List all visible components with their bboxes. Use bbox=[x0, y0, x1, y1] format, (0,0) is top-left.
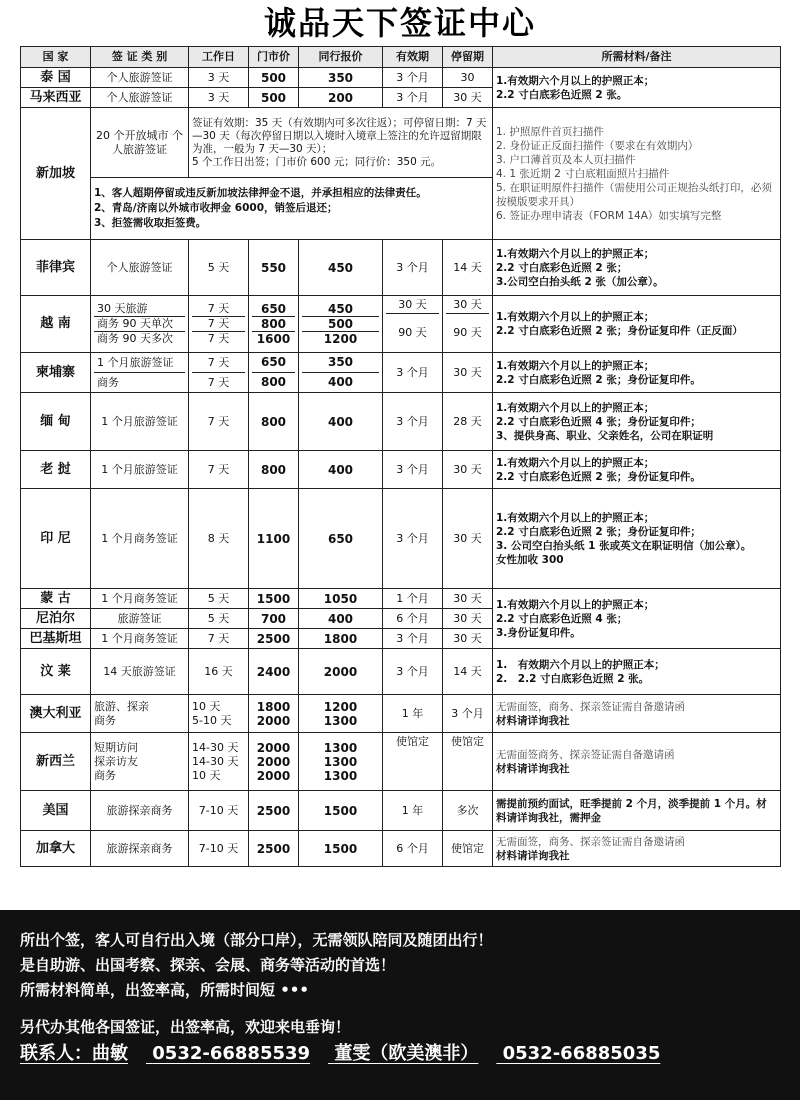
visa-type: 30 天旅游 bbox=[97, 302, 148, 315]
validity: 1 个月 bbox=[383, 589, 443, 609]
peer-price: 450 bbox=[327, 302, 354, 316]
workdays: 3 天 bbox=[189, 68, 249, 88]
table-row-brunei bbox=[21, 649, 781, 695]
validity: 3 个月 bbox=[383, 451, 443, 489]
workdays: 14-30 天 bbox=[192, 754, 239, 768]
req-line: 1. 有效期六个月以上的护照正本； bbox=[496, 658, 665, 671]
visa-type-list bbox=[91, 296, 189, 353]
peer-price: 400 bbox=[302, 372, 379, 392]
workdays: 7 天 bbox=[192, 316, 245, 331]
validity: 6 个月 bbox=[383, 831, 443, 867]
requirements bbox=[493, 733, 781, 791]
contact-phone-1: 0532-66885539 bbox=[152, 1043, 311, 1064]
retail-price: 800 bbox=[252, 316, 295, 331]
retail-price-list bbox=[249, 695, 299, 733]
req-line: 1.有效期六个月以上的护照正本； bbox=[496, 598, 655, 611]
peer-price: 1500 bbox=[299, 831, 383, 867]
country-name: 加拿大 bbox=[21, 831, 91, 867]
stay: 30 天 bbox=[443, 589, 493, 609]
country-name: 菲律宾 bbox=[21, 240, 91, 296]
workdays: 5 天 bbox=[189, 589, 249, 609]
requirements bbox=[493, 451, 781, 489]
req-line: 3.公司空白抬头纸 2 张（加公章）。 bbox=[496, 275, 664, 288]
peer-price: 1300 bbox=[323, 713, 358, 728]
workdays: 14-30 天 bbox=[192, 740, 239, 754]
country-name: 巴基斯坦 bbox=[21, 629, 91, 649]
req-line: 1.有效期六个月以上的护照正本； bbox=[496, 359, 655, 372]
retail-price: 500 bbox=[249, 88, 299, 108]
retail-price: 700 bbox=[249, 609, 299, 629]
country-name: 美国 bbox=[21, 791, 91, 831]
retail-price: 800 bbox=[249, 451, 299, 489]
table-row-singapore bbox=[21, 108, 781, 178]
stay: 30 bbox=[443, 68, 493, 88]
note-line: 1、客人超期停留或违反新加坡法律押金不退，并承担相应的法律责任。 bbox=[94, 187, 427, 199]
req-line: 1.有效期六个月以上的护照正本； bbox=[496, 511, 655, 524]
req-line: 无需面签商务、探亲签证需自备邀请函 bbox=[496, 748, 675, 761]
visa-type: 短期访问 bbox=[94, 740, 138, 754]
stay: 30 天 bbox=[443, 609, 493, 629]
retail-price: 550 bbox=[249, 240, 299, 296]
table-row-mongolia bbox=[21, 589, 781, 609]
req-line: 2.2 寸白底彩色近照 2 张；身份证复印件（正反面） bbox=[496, 325, 743, 337]
workdays-list bbox=[189, 353, 249, 393]
stay: 90 天 bbox=[446, 313, 489, 352]
country-name: 越 南 bbox=[21, 296, 91, 353]
validity: 3 个月 bbox=[383, 393, 443, 451]
retail-price: 2500 bbox=[249, 629, 299, 649]
requirements bbox=[493, 353, 781, 393]
validity: 3 个月 bbox=[383, 353, 443, 393]
req-line: 2.2 寸白底彩色近照 4 张；身份证复印件； bbox=[496, 415, 701, 428]
retail-price-list bbox=[249, 296, 299, 353]
req-line: 1. 护照原件首页扫描件 bbox=[496, 125, 604, 138]
retail-price: 2000 bbox=[256, 754, 291, 769]
peer-price-list bbox=[299, 296, 383, 353]
visa-type: 商务 bbox=[94, 768, 116, 782]
table-row-vietnam bbox=[21, 296, 781, 353]
visa-type: 旅游探亲商务 bbox=[91, 831, 189, 867]
peer-price: 350 bbox=[327, 355, 354, 369]
peer-price-list bbox=[299, 353, 383, 393]
retail-price: 500 bbox=[249, 68, 299, 88]
req-line: 3. 户口薄首页及本人页扫描件 bbox=[496, 153, 636, 166]
stay-list bbox=[443, 296, 493, 353]
stay: 30 天 bbox=[443, 451, 493, 489]
validity: 3 个月 bbox=[383, 88, 443, 108]
workdays: 3 天 bbox=[189, 88, 249, 108]
req-line: 2. 身份证正反面扫描件（要求在有效期内） bbox=[496, 139, 699, 152]
workdays-list bbox=[189, 296, 249, 353]
workdays: 5 天 bbox=[189, 240, 249, 296]
validity: 6 个月 bbox=[383, 609, 443, 629]
req-line: 2.2 寸白底彩色近照 2 张； bbox=[496, 261, 628, 274]
country-name: 老 挝 bbox=[21, 451, 91, 489]
workdays: 10 天 bbox=[192, 768, 221, 782]
retail-price: 1100 bbox=[249, 489, 299, 589]
req-line: 2.2 寸白底彩色近照 2 张。 bbox=[496, 88, 628, 101]
country-name: 汶 莱 bbox=[21, 649, 91, 695]
req-line: 5. 在职证明原件扫描件（需使用公司正规抬头纸打印，必须按模版要求开具） bbox=[496, 181, 772, 208]
req-line: 1.有效期六个月以上的护照正本； bbox=[496, 247, 655, 260]
req-line: 女性加收 300 bbox=[496, 553, 564, 566]
workdays: 5 天 bbox=[189, 609, 249, 629]
table-row-myanmar bbox=[21, 393, 781, 451]
req-line: 3. 公司空白抬头纸 1 张或英文在职证明信（加公章）。 bbox=[496, 539, 752, 552]
visa-type-list bbox=[91, 353, 189, 393]
workdays: 7 天 bbox=[207, 302, 230, 315]
validity: 3 个月 bbox=[383, 629, 443, 649]
requirements: 需提前预约面试，旺季提前 2 个月，淡季提前 1 个月。材料请详询我社，需押金 bbox=[493, 791, 781, 831]
req-line: 2.2 寸白底彩色近照 4 张； bbox=[496, 612, 628, 625]
visa-type: 旅游签证 bbox=[91, 609, 189, 629]
note-line: 2、青岛/济南以外城市收押金 6000，销签后退还； bbox=[94, 202, 338, 214]
req-line: 1.有效期六个月以上的护照正本； bbox=[496, 74, 655, 87]
req-line: 无需面签，商务、探亲签证需自备邀请函 bbox=[496, 700, 685, 713]
requirements bbox=[493, 296, 781, 353]
req-line: 3、提供身高、职业、父亲姓名，公司在职证明 bbox=[496, 429, 714, 442]
country-name: 马来西亚 bbox=[21, 88, 91, 108]
visa-type: 旅游、探亲 bbox=[94, 699, 149, 713]
requirements bbox=[493, 393, 781, 451]
stay: 3 个月 bbox=[443, 695, 493, 733]
retail-price: 650 bbox=[260, 355, 287, 369]
peer-price: 350 bbox=[299, 68, 383, 88]
peer-price: 200 bbox=[299, 88, 383, 108]
table-row-cambodia bbox=[21, 353, 781, 393]
req-line: 无需面签，商务、探亲签证需自备邀请函 bbox=[496, 835, 685, 848]
requirements bbox=[493, 831, 781, 867]
req-line: 4. 1 张近期 2 寸白底粗面照片扫描件 bbox=[496, 167, 670, 180]
peer-price: 1300 bbox=[323, 768, 358, 783]
req-line: 1.有效期六个月以上的护照正本； bbox=[496, 456, 655, 469]
footer-line: 所出个签，客人可自行出入境（部分口岸），无需领队陪同及随团出行！ bbox=[20, 931, 493, 949]
country-name: 泰 国 bbox=[21, 68, 91, 88]
stay: 使馆定 bbox=[443, 733, 493, 791]
retail-price: 2400 bbox=[249, 649, 299, 695]
visa-type: 探亲访友 bbox=[94, 754, 138, 768]
retail-price: 1500 bbox=[249, 589, 299, 609]
stay: 28 天 bbox=[443, 393, 493, 451]
visa-type: 个人旅游签证 bbox=[91, 68, 189, 88]
retail-price-list bbox=[249, 353, 299, 393]
validity: 30 天 bbox=[398, 297, 427, 311]
page-title: 诚品天下签证中心 bbox=[263, 4, 536, 42]
requirements bbox=[493, 108, 781, 240]
visa-type: 20 个开放城市 个人旅游签证 bbox=[91, 108, 189, 178]
validity: 3 个月 bbox=[383, 68, 443, 88]
peer-price: 450 bbox=[299, 240, 383, 296]
singapore-notes bbox=[91, 178, 493, 240]
req-line: 1.有效期六个月以上的护照正本； bbox=[496, 401, 655, 414]
stay: 30 天 bbox=[443, 353, 493, 393]
workdays: 7-10 天 bbox=[189, 791, 249, 831]
visa-type-list bbox=[91, 733, 189, 791]
validity: 1 年 bbox=[383, 791, 443, 831]
retail-price: 650 bbox=[260, 302, 287, 316]
peer-price: 1500 bbox=[299, 791, 383, 831]
workdays-list bbox=[189, 695, 249, 733]
req-line: 3.身份证复印件。 bbox=[496, 626, 581, 639]
peer-price: 1200 bbox=[323, 699, 358, 714]
stay: 30 天 bbox=[443, 489, 493, 589]
header-peer-price: 同行报价 bbox=[299, 47, 383, 68]
footer-extra: 另代办其他各国签证，出签率高，欢迎来电垂询！ bbox=[20, 1018, 351, 1036]
workdays-list bbox=[189, 733, 249, 791]
stay: 30 天 bbox=[443, 629, 493, 649]
visa-type: 1 个月旅游签证 bbox=[97, 356, 174, 369]
visa-type: 商务 bbox=[94, 372, 185, 392]
retail-price: 1800 bbox=[256, 699, 291, 714]
requirements bbox=[493, 68, 781, 108]
workdays: 5-10 天 bbox=[192, 713, 232, 727]
req-line: 2.2 寸白底彩色近照 2 张；身份证复印件； bbox=[496, 525, 701, 538]
visa-type: 旅游探亲商务 bbox=[91, 791, 189, 831]
peer-price-list bbox=[299, 733, 383, 791]
peer-price: 1050 bbox=[299, 589, 383, 609]
retail-price: 2000 bbox=[256, 713, 291, 728]
req-line: 1.有效期六个月以上的护照正本； bbox=[496, 311, 655, 323]
req-line: 2. 2.2 寸白底彩色近照 2 张。 bbox=[496, 672, 650, 685]
validity: 使馆定 bbox=[383, 733, 443, 791]
country-name: 印 尼 bbox=[21, 489, 91, 589]
info-line: 5 个工作日出签；门市价 600 元；同行价：350 元。 bbox=[192, 155, 442, 168]
req-line: 材料请详询我社 bbox=[496, 762, 570, 775]
retail-price: 2500 bbox=[249, 831, 299, 867]
table-row-usa bbox=[21, 791, 781, 831]
retail-price: 2000 bbox=[256, 740, 291, 755]
visa-type: 1 个月商务签证 bbox=[91, 629, 189, 649]
validity: 3 个月 bbox=[383, 649, 443, 695]
footer-banner bbox=[0, 910, 800, 1100]
workdays: 7 天 bbox=[189, 629, 249, 649]
visa-type-list bbox=[91, 695, 189, 733]
requirements bbox=[493, 589, 781, 649]
peer-price: 500 bbox=[302, 316, 379, 331]
workdays: 7 天 bbox=[207, 356, 230, 369]
peer-price: 1800 bbox=[299, 629, 383, 649]
validity-list bbox=[383, 296, 443, 353]
contact-name-2: 董雯（欧美澳非） bbox=[334, 1043, 479, 1064]
req-line: 材料请详询我社 bbox=[496, 849, 570, 862]
peer-price: 400 bbox=[299, 451, 383, 489]
peer-price: 400 bbox=[299, 393, 383, 451]
table-row-laos bbox=[21, 451, 781, 489]
peer-price: 1300 bbox=[323, 740, 358, 755]
workdays: 16 天 bbox=[189, 649, 249, 695]
requirements bbox=[493, 695, 781, 733]
contact-phone-2: 0532-66885035 bbox=[502, 1043, 661, 1064]
country-name: 柬埔寨 bbox=[21, 353, 91, 393]
retail-price: 800 bbox=[249, 393, 299, 451]
country-name: 缅 甸 bbox=[21, 393, 91, 451]
retail-price: 2500 bbox=[249, 791, 299, 831]
country-name: 蒙 古 bbox=[21, 589, 91, 609]
contact-info bbox=[20, 1040, 780, 1068]
table-row-indonesia bbox=[21, 489, 781, 589]
visa-type: 1 个月旅游签证 bbox=[91, 451, 189, 489]
req-line: 2.2 寸白底彩色近照 2 张；身份证复印件。 bbox=[496, 373, 701, 386]
peer-price: 1300 bbox=[323, 754, 358, 769]
requirements bbox=[493, 240, 781, 296]
peer-price: 1200 bbox=[302, 331, 379, 346]
req-line: 2.2 寸白底彩色近照 2 张；身份证复印件。 bbox=[496, 470, 701, 483]
table-row-thailand bbox=[21, 68, 781, 88]
header-stay: 停留期 bbox=[443, 47, 493, 68]
header-retail-price: 门市价 bbox=[249, 47, 299, 68]
visa-type: 个人旅游签证 bbox=[91, 88, 189, 108]
peer-price: 2000 bbox=[299, 649, 383, 695]
stay: 30 天 bbox=[453, 297, 482, 311]
visa-price-table bbox=[20, 46, 781, 867]
workdays: 7 天 bbox=[189, 393, 249, 451]
retail-price: 800 bbox=[252, 372, 295, 392]
info-line: 签证有效期：35 天（有效期内可多次往返）；可停留日期：7 天—30 天（每次停留日期以入境时入境章上签注的允许逗留期限为准，一般为 7 天—30 天）； bbox=[192, 116, 487, 155]
retail-price: 2000 bbox=[256, 768, 291, 783]
stay: 30 天 bbox=[443, 88, 493, 108]
stay: 14 天 bbox=[443, 240, 493, 296]
validity: 3 个月 bbox=[383, 489, 443, 589]
workdays: 7 天 bbox=[192, 372, 245, 392]
table-row-philippines bbox=[21, 240, 781, 296]
peer-price: 400 bbox=[299, 609, 383, 629]
visa-type: 1 个月商务签证 bbox=[91, 489, 189, 589]
workdays: 7 天 bbox=[189, 451, 249, 489]
visa-type: 商务 bbox=[94, 713, 116, 727]
stay: 使馆定 bbox=[443, 831, 493, 867]
retail-price: 1600 bbox=[252, 331, 295, 346]
header-workdays: 工作日 bbox=[189, 47, 249, 68]
req-line: 6. 签证办理申请表（FORM 14A）如实填写完整 bbox=[496, 209, 722, 222]
validity: 3 个月 bbox=[383, 240, 443, 296]
validity: 90 天 bbox=[386, 313, 439, 352]
visa-type: 个人旅游签证 bbox=[91, 240, 189, 296]
table-row-newzealand bbox=[21, 733, 781, 791]
table-header-row bbox=[21, 47, 781, 68]
header-validity: 有效期 bbox=[383, 47, 443, 68]
visa-type: 商务 90 天多次 bbox=[94, 331, 185, 346]
country-name: 尼泊尔 bbox=[21, 609, 91, 629]
country-name: 澳大利亚 bbox=[21, 695, 91, 733]
peer-price: 650 bbox=[299, 489, 383, 589]
req-line: 材料请详询我社 bbox=[496, 714, 570, 727]
workdays: 10 天 bbox=[192, 699, 221, 713]
retail-price-list bbox=[249, 733, 299, 791]
stay: 多次 bbox=[443, 791, 493, 831]
table-row-canada bbox=[21, 831, 781, 867]
validity: 1 年 bbox=[383, 695, 443, 733]
visa-type: 商务 90 天单次 bbox=[94, 316, 185, 331]
country-name: 新西兰 bbox=[21, 733, 91, 791]
workdays: 7 天 bbox=[192, 331, 245, 346]
visa-type: 1 个月旅游签证 bbox=[91, 393, 189, 451]
requirements bbox=[493, 489, 781, 589]
header-country: 国 家 bbox=[21, 47, 91, 68]
workdays: 8 天 bbox=[189, 489, 249, 589]
footer-line: 所需材料简单，出签率高，所需时间短 ••• bbox=[20, 981, 309, 999]
peer-price-list bbox=[299, 695, 383, 733]
header-visa-type: 签 证 类 别 bbox=[91, 47, 189, 68]
visa-type: 14 天旅游签证 bbox=[91, 649, 189, 695]
contact-label: 联系人：曲敏 bbox=[20, 1043, 128, 1064]
header-requirements: 所需材料/备注 bbox=[493, 47, 781, 68]
singapore-visa-info bbox=[189, 108, 493, 178]
workdays: 7-10 天 bbox=[189, 831, 249, 867]
visa-type: 1 个月商务签证 bbox=[91, 589, 189, 609]
footer-line: 是自助游、出国考察、探亲、会展、商务等活动的首选！ bbox=[20, 956, 396, 974]
stay: 14 天 bbox=[443, 649, 493, 695]
table-row-australia bbox=[21, 695, 781, 733]
requirements bbox=[493, 649, 781, 695]
country-name: 新加坡 bbox=[21, 108, 91, 240]
note-line: 3、拒签需收取拒签费。 bbox=[94, 217, 207, 229]
